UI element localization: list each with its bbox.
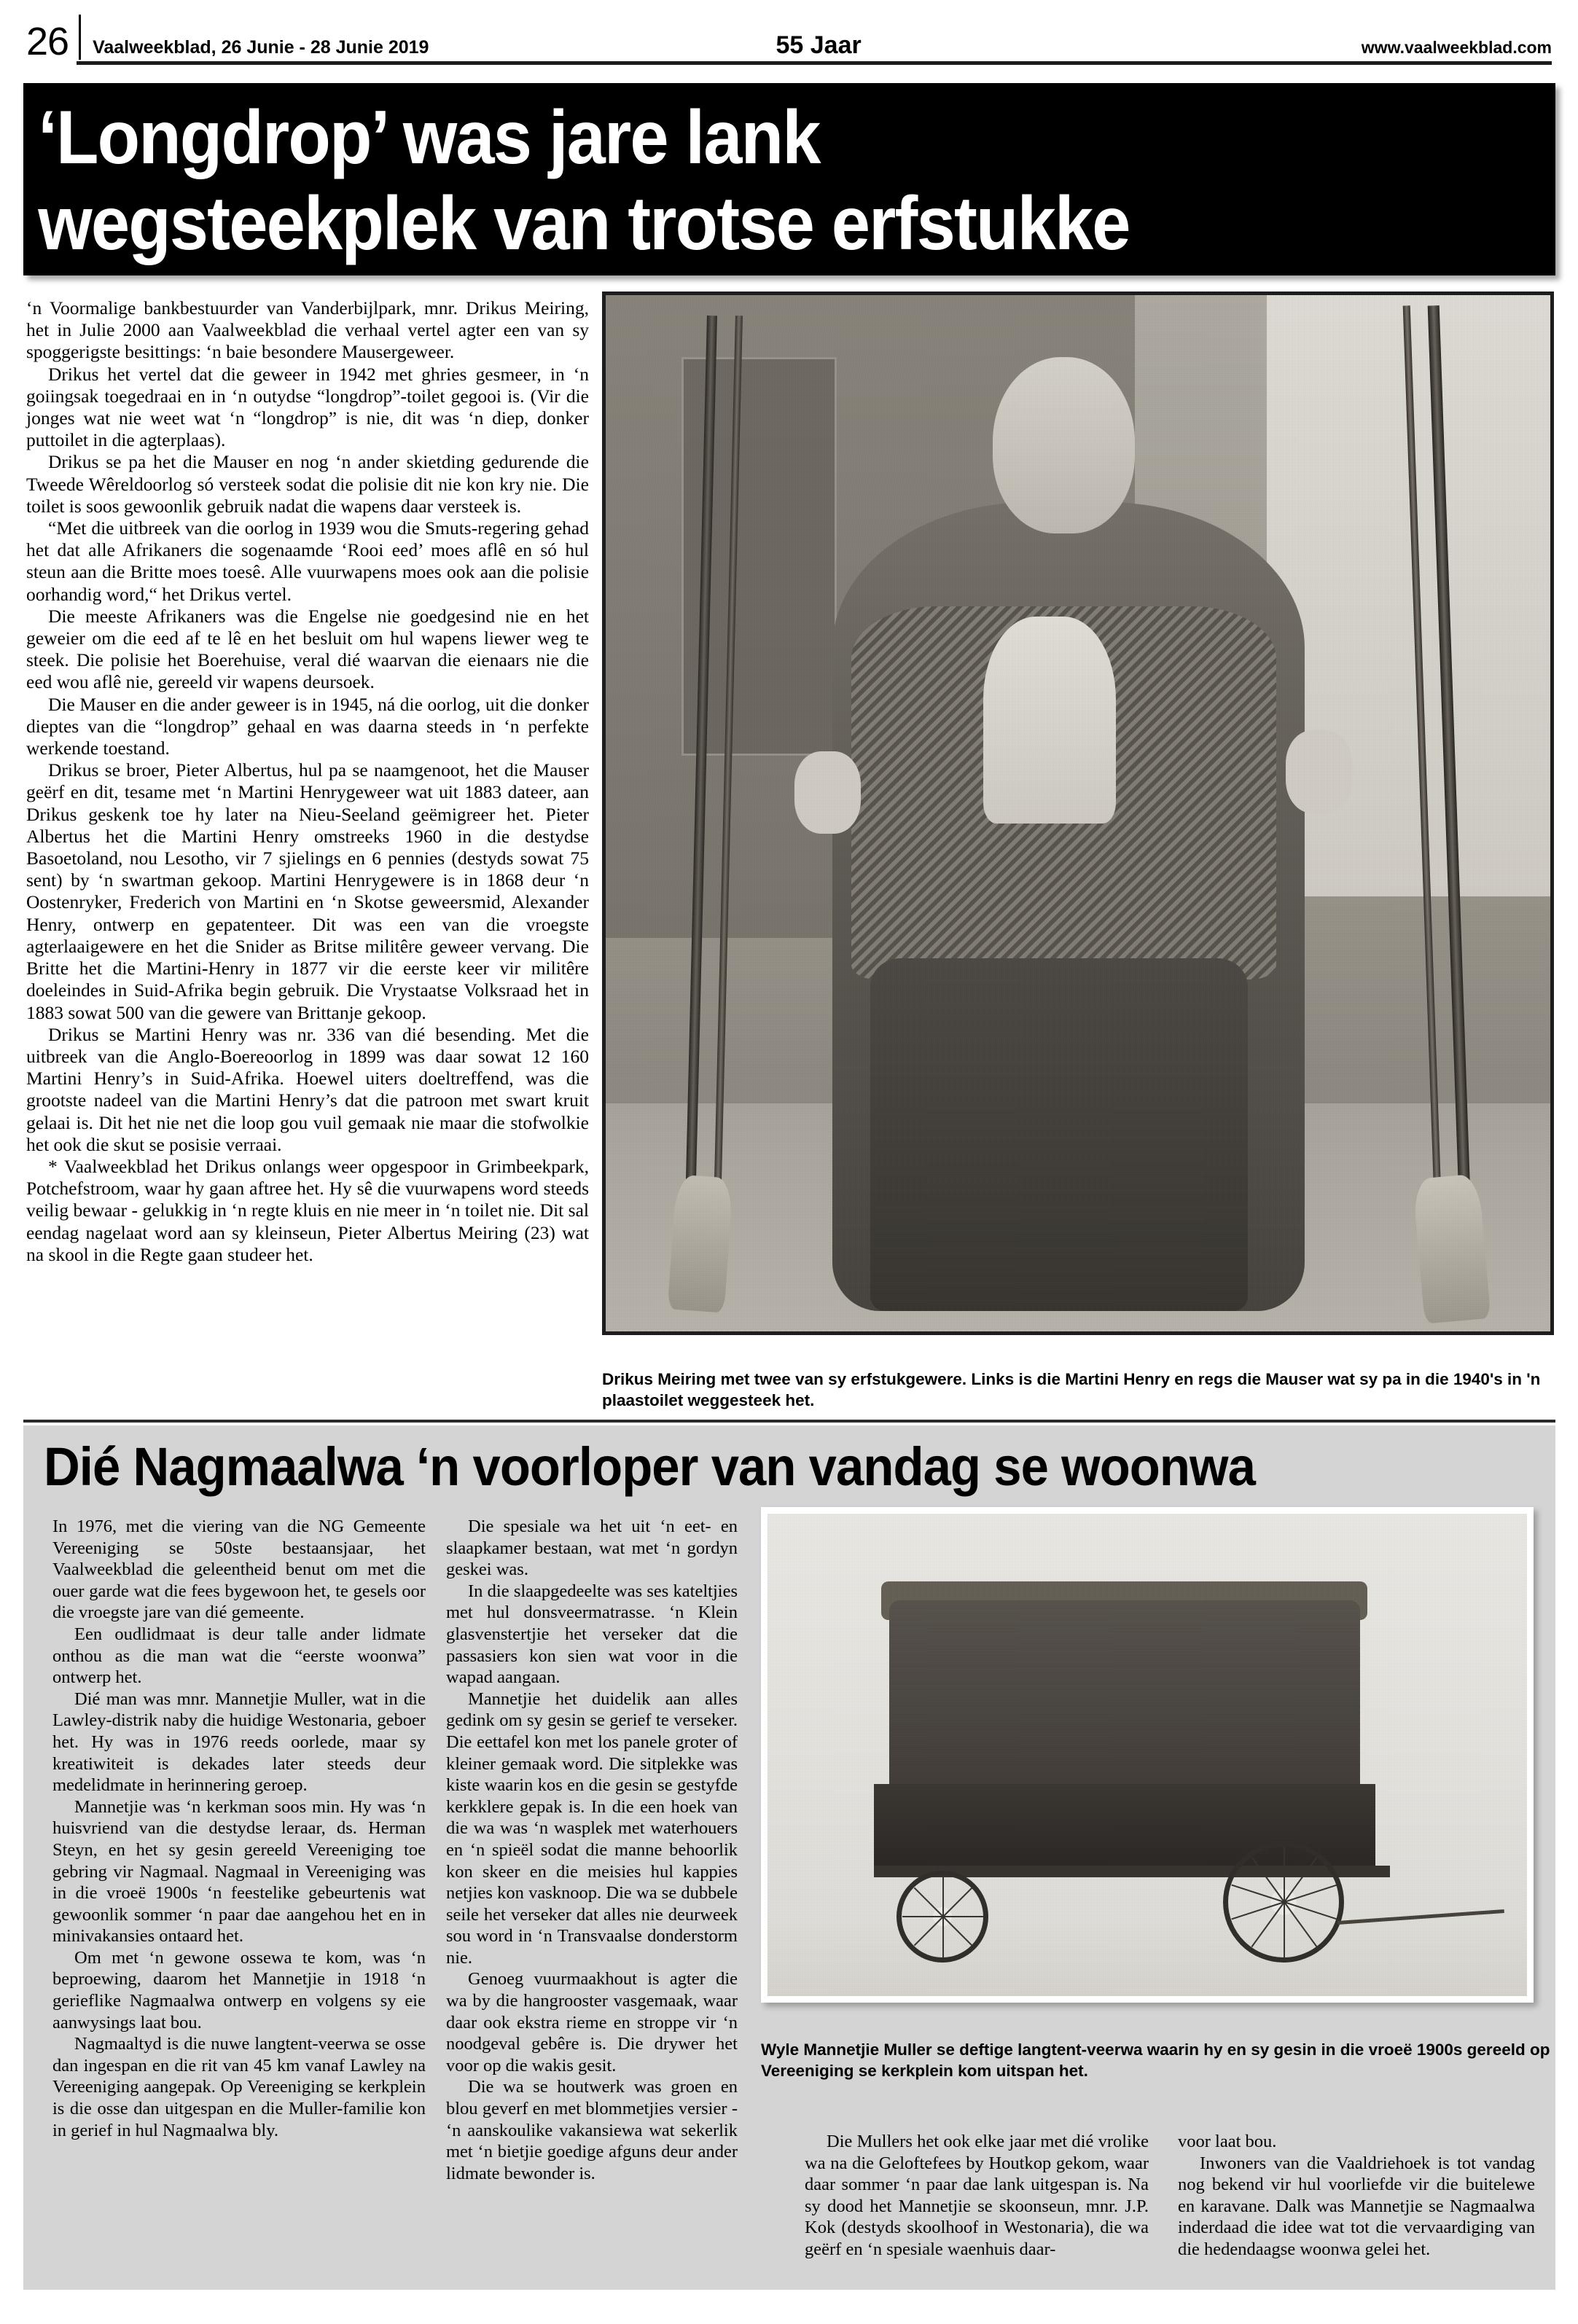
article2-paragraph: Die spesiale wa het uit ‘n eet- en slaapkamer bestaan, wat met ‘n gordyn geskei was. (446, 1517, 738, 1580)
article1-paragraph: Drikus se pa het die Mauser en nog ‘n ander skietding gedurende die Tweede Wêreldoorlog só versteek sodat die polisie dit nie kon kry nie. Die toilet is soos gewoonlik gebruik nadat die wapens daar versteek is. (26, 451, 589, 517)
article1-paragraph: Die Mauser en die ander geweer is in 1945, ná die oorlog, uit die donker dieptes van die “longdrop” gehaal en was daarna steeds in ‘n perfekte werkende toestand. (26, 693, 589, 759)
article2-paragraph: In 1976, met die viering van die NG Gemeente Vereeniging se 50ste bestaansjaar, het Vaalweekblad die geleentheid benut om met die ouer garde wat die fees bygewoon het, te gesels oor die vroegste jare van dié gemeente. (52, 1517, 426, 1623)
article2-photo (761, 1507, 1534, 2003)
photo-scene-nagmaal-wagon (767, 1514, 1527, 1996)
section-divider (23, 1420, 1555, 1423)
masthead (26, 15, 1552, 61)
article2-paragraph: Mannetjie het duidelik aan alles gedink om sy gesin se gerief te verseker. Die eettafel kon met los panele groter of kleiner gemaak word. Die sitplekke was kiste waarin kos en die gesin se gestyfde kerkklere gepak is. In die een hoek van die wa was ‘n wasplek met waterhouers en ‘n spieël sodat die manne behoorlik kon skeer en die meisies hul kappies netjies kon vasknoop. Die wa se dubbele seile het verseker dat alles nie deurweek sou word in ‘n Transvaalse donderstorm nie. (446, 1689, 738, 1968)
article2-column-1 (52, 1516, 426, 2141)
masthead-rule (77, 61, 1552, 65)
article2-paragraph: Mannetjie was ‘n kerkman soos min. Hy was ‘n huisvriend van die destydse leraar, ds. Herman Steyn, en het sy gesin gereeld Vereeniging toe gebring vir Nagmaal. Nagmaal in Vereeniging was in die vroeë 1900s ‘n feestelike gebeurtenis wat gewoonlik sommer ‘n paar dae aangehou het en in minivakansies ontaard het. (52, 1796, 426, 1947)
article2-paragraph: Nagmaaltyd is die nuwe langtent-veerwa se osse dan ingespan en die rit van 45 km vanaf Lawley na Vereeniging aangepak. Op Vereeniging se kerkplein is die osse dan uitgespan en die Muller-familie kon in gerief in hul Nagmaalwa bly. (52, 2034, 426, 2140)
article2-block (23, 1425, 1555, 2290)
article2-paragraph: Die wa se houtwerk was groen en blou geverf en met blommetjies versier - ‘n aanskoulike vakansiewa wat sekerlik met ‘n bietjie goedige afguns deur ander lidmate bewonder is. (446, 2077, 738, 2183)
article2-headline: Dié Nagmaalwa ‘n voorloper van vandag se woonwa (44, 1436, 1255, 1497)
article2-paragraph: voor laat bou. (1178, 2132, 1277, 2151)
article2-column-2 (446, 1516, 738, 2184)
article1-paragraph: “Met die uitbreek van die oorlog in 1939 wou die Smuts-regering gehad het dat alle Afrikaners die sogenaamde ‘Rooi eed’ moes aflê en só hul steun aan die Britte moes toesê. Alle vuurwapens moes ook aan die polisie oorhandig word,“ het Drikus vertel. (26, 517, 589, 605)
article2-column-4 (1178, 2131, 1535, 2261)
article1-body-column (26, 297, 589, 1266)
article1-photo (602, 292, 1554, 1335)
website-url[interactable]: www.vaalweekblad.com (1361, 38, 1552, 57)
article2-paragraph: Dié man was mnr. Mannetjie Muller, wat in die Lawley-distrik naby die huidige Westonaria, geboer het. Hy was in 1976 reeds oorlede, maar sy kreatiwiteit is dekades later steeds deur medelidmate in herinnering geroep. (52, 1689, 426, 1796)
article1-photo-caption: Drikus Meiring met twee van sy erfstukgewere. Links is die Martini Henry en regs die Mauser wat sy pa in die 1940's in 'n plaastoilet weggesteek het. (602, 1370, 1541, 1409)
article2-paragraph: In die slaapgedeelte was ses kateltjies met hul donsveermatrasse. ‘n Klein glasvenstertjie het verseker dat die passasiers kon sien wat voor in die wapad aangaan. (446, 1581, 738, 1688)
publication-date: Vaalweekblad, 26 Junie - 28 Junie 2019 (93, 37, 429, 58)
anniversary-label: 55 Jaar (776, 31, 862, 59)
article1-paragraph: * Vaalweekblad het Drikus onlangs weer opgespoor in Grimbeekpark, Potchefstroom, waar hy gaan aftree het. Hy sê die vuurwapens word steeds veilig bewaar - gelukkig in ‘n regte kluis en nie meer in ‘n toilet nie. Dit sal eendag nagelaat word aan sy kleinseun, Pieter Albertus Meiring (23) wat na skool in die Regte gaan studeer het. (26, 1155, 589, 1265)
article2-paragraph: Genoeg vuurmaakhout is agter die wa by die hangrooster vasgemaak, waar daar ook ekstra rieme en stroppe vir ‘n noodgeval gebêre is. Die drywer het voor op die wakis gesit. (446, 1969, 738, 2075)
article1-paragraph: Die meeste Afrikaners was die Engelse nie goedgesind nie en het geweier om die eed af te lê en het besluit om hul wapens liewer weg te steek. Die polisie het Boerehuise, veral dié waarvan die eienaars nie die eed wou aflê nie, gereeld vir wapens deursoek. (26, 605, 589, 693)
article1-headline-line2: wegsteekplek van trotse erfstukke (38, 181, 1130, 266)
article1-paragraph: ‘n Voormalige bankbestuurder van Vanderbijlpark, mnr. Drikus Meiring, het in Julie 2000 aan Vaalweekblad die verhaal vertel agter een van sy spoggerigste besittings: ‘n baie besondere Mausergeweer. (26, 297, 589, 363)
article1-paragraph: Drikus het vertel dat die geweer in 1942 met ghries gesmeer, in ‘n goiingsak toegedraai en in ‘n outydse “longdrop”-toilet gegooi is. (Vir die jonges wat nie weet wat ‘n “longdrop” is nie, dit was ‘n diep, donker puttoilet in die agterplaas). (26, 363, 589, 451)
article1-paragraph: Drikus se broer, Pieter Albertus, hul pa se naamgenoot, het die Mauser geërf en dit, tesame met ‘n Martini Henrygeweer wat uit 1883 dateer, aan Drikus geskenk toe hy later na Nieu-Seeland geëmigreer het. Pieter Albertus het die Martini Henry omstreeks 1960 in die destydse Basoetoland, nou Lesotho, vir 7 sjielings en 6 pennies (destyds sowat 75 sent) by ‘n swartman gekoop. Martini Henrygewere is in 1868 deur ‘n Oostenryker, Frederich von Martini en ‘n Skotse geweersmid, Alexander Henry, ontwerp en gepatenteer. Dit was een van die vroegste agterlaaigewere en het die Snider as Britse militêre geweer vervang. Die Britte het die Martini-Henry in 1877 vir die eerste keer vir militêre doeleindes in Suid-Afrika begin gebruik. Die Vrystaatse Volksraad het in 1883 sowat 500 van die gewere van Brittanje gekoop. (26, 759, 589, 1023)
article2-photo-caption: Wyle Mannetjie Muller se deftige langtent-veerwa waarin hy en sy gesin in die vroeë 1900s gereeld op Vereeniging se kerkplein kom uitspan het. (761, 2041, 1550, 2080)
article2-paragraph: Die Mullers het ook elke jaar met dié vrolike wa na die Geloftefees by Houtkop gekom, waar daar sommer ‘n paar dae lank uitgespan is. Na sy dood het Mannetjie se skoonseun, mnr. J.P. Kok (destyds skoolhoof in Westonaria), die wa geërf en ‘n spesiale waenhuis daar- (805, 2132, 1149, 2259)
photo-halftone-grain (606, 295, 1550, 1331)
article1-headline-line1: ‘Longdrop’ was jare lank (38, 95, 820, 180)
photo-halftone-grain (767, 1514, 1527, 1996)
page-number: 26 (26, 20, 69, 63)
article2-paragraph: Inwoners van die Vaaldriehoek is tot vandag nog bekend vir hul voorliefde vir die buitelewe en karavane. Dalk was Mannetjie se Nagmaalwa inderdaad die idee wat tot die vervaardiging van die hedendaagse woonwa gelei het. (1178, 2153, 1535, 2259)
article1-headline-banner (23, 83, 1555, 275)
article2-paragraph: Om met ‘n gewone ossewa te kom, was ‘n beproewing, daarom het Mannetjie in 1918 ‘n gerieflike Nagmaalwa ontwerp en volgens sy eie aanwysings laat bou. (52, 1947, 426, 2032)
article1-paragraph: Drikus se Martini Henry was nr. 336 van dié besending. Met die uitbreek van die Anglo-Boereoorlog in 1899 was daar sowat 12 160 Martini Henry’s in Suid-Afrika. Hoewel uiters doeltreffend, was die grootste nadeel van die Martini Henry’s dat die patroon met swart kruit gelaai is. Dit het nie net die loop gou vuil gemaak nie maar die stofwolkie het ook die skut se posisie verraai. (26, 1023, 589, 1155)
photo-scene-man-with-rifles (606, 295, 1550, 1331)
article2-column-3 (805, 2131, 1149, 2261)
article2-paragraph: Een oudlidmaat is deur talle ander lidmate onthou as die man wat die “eerste woonwa” ontwerp het. (52, 1624, 426, 1688)
